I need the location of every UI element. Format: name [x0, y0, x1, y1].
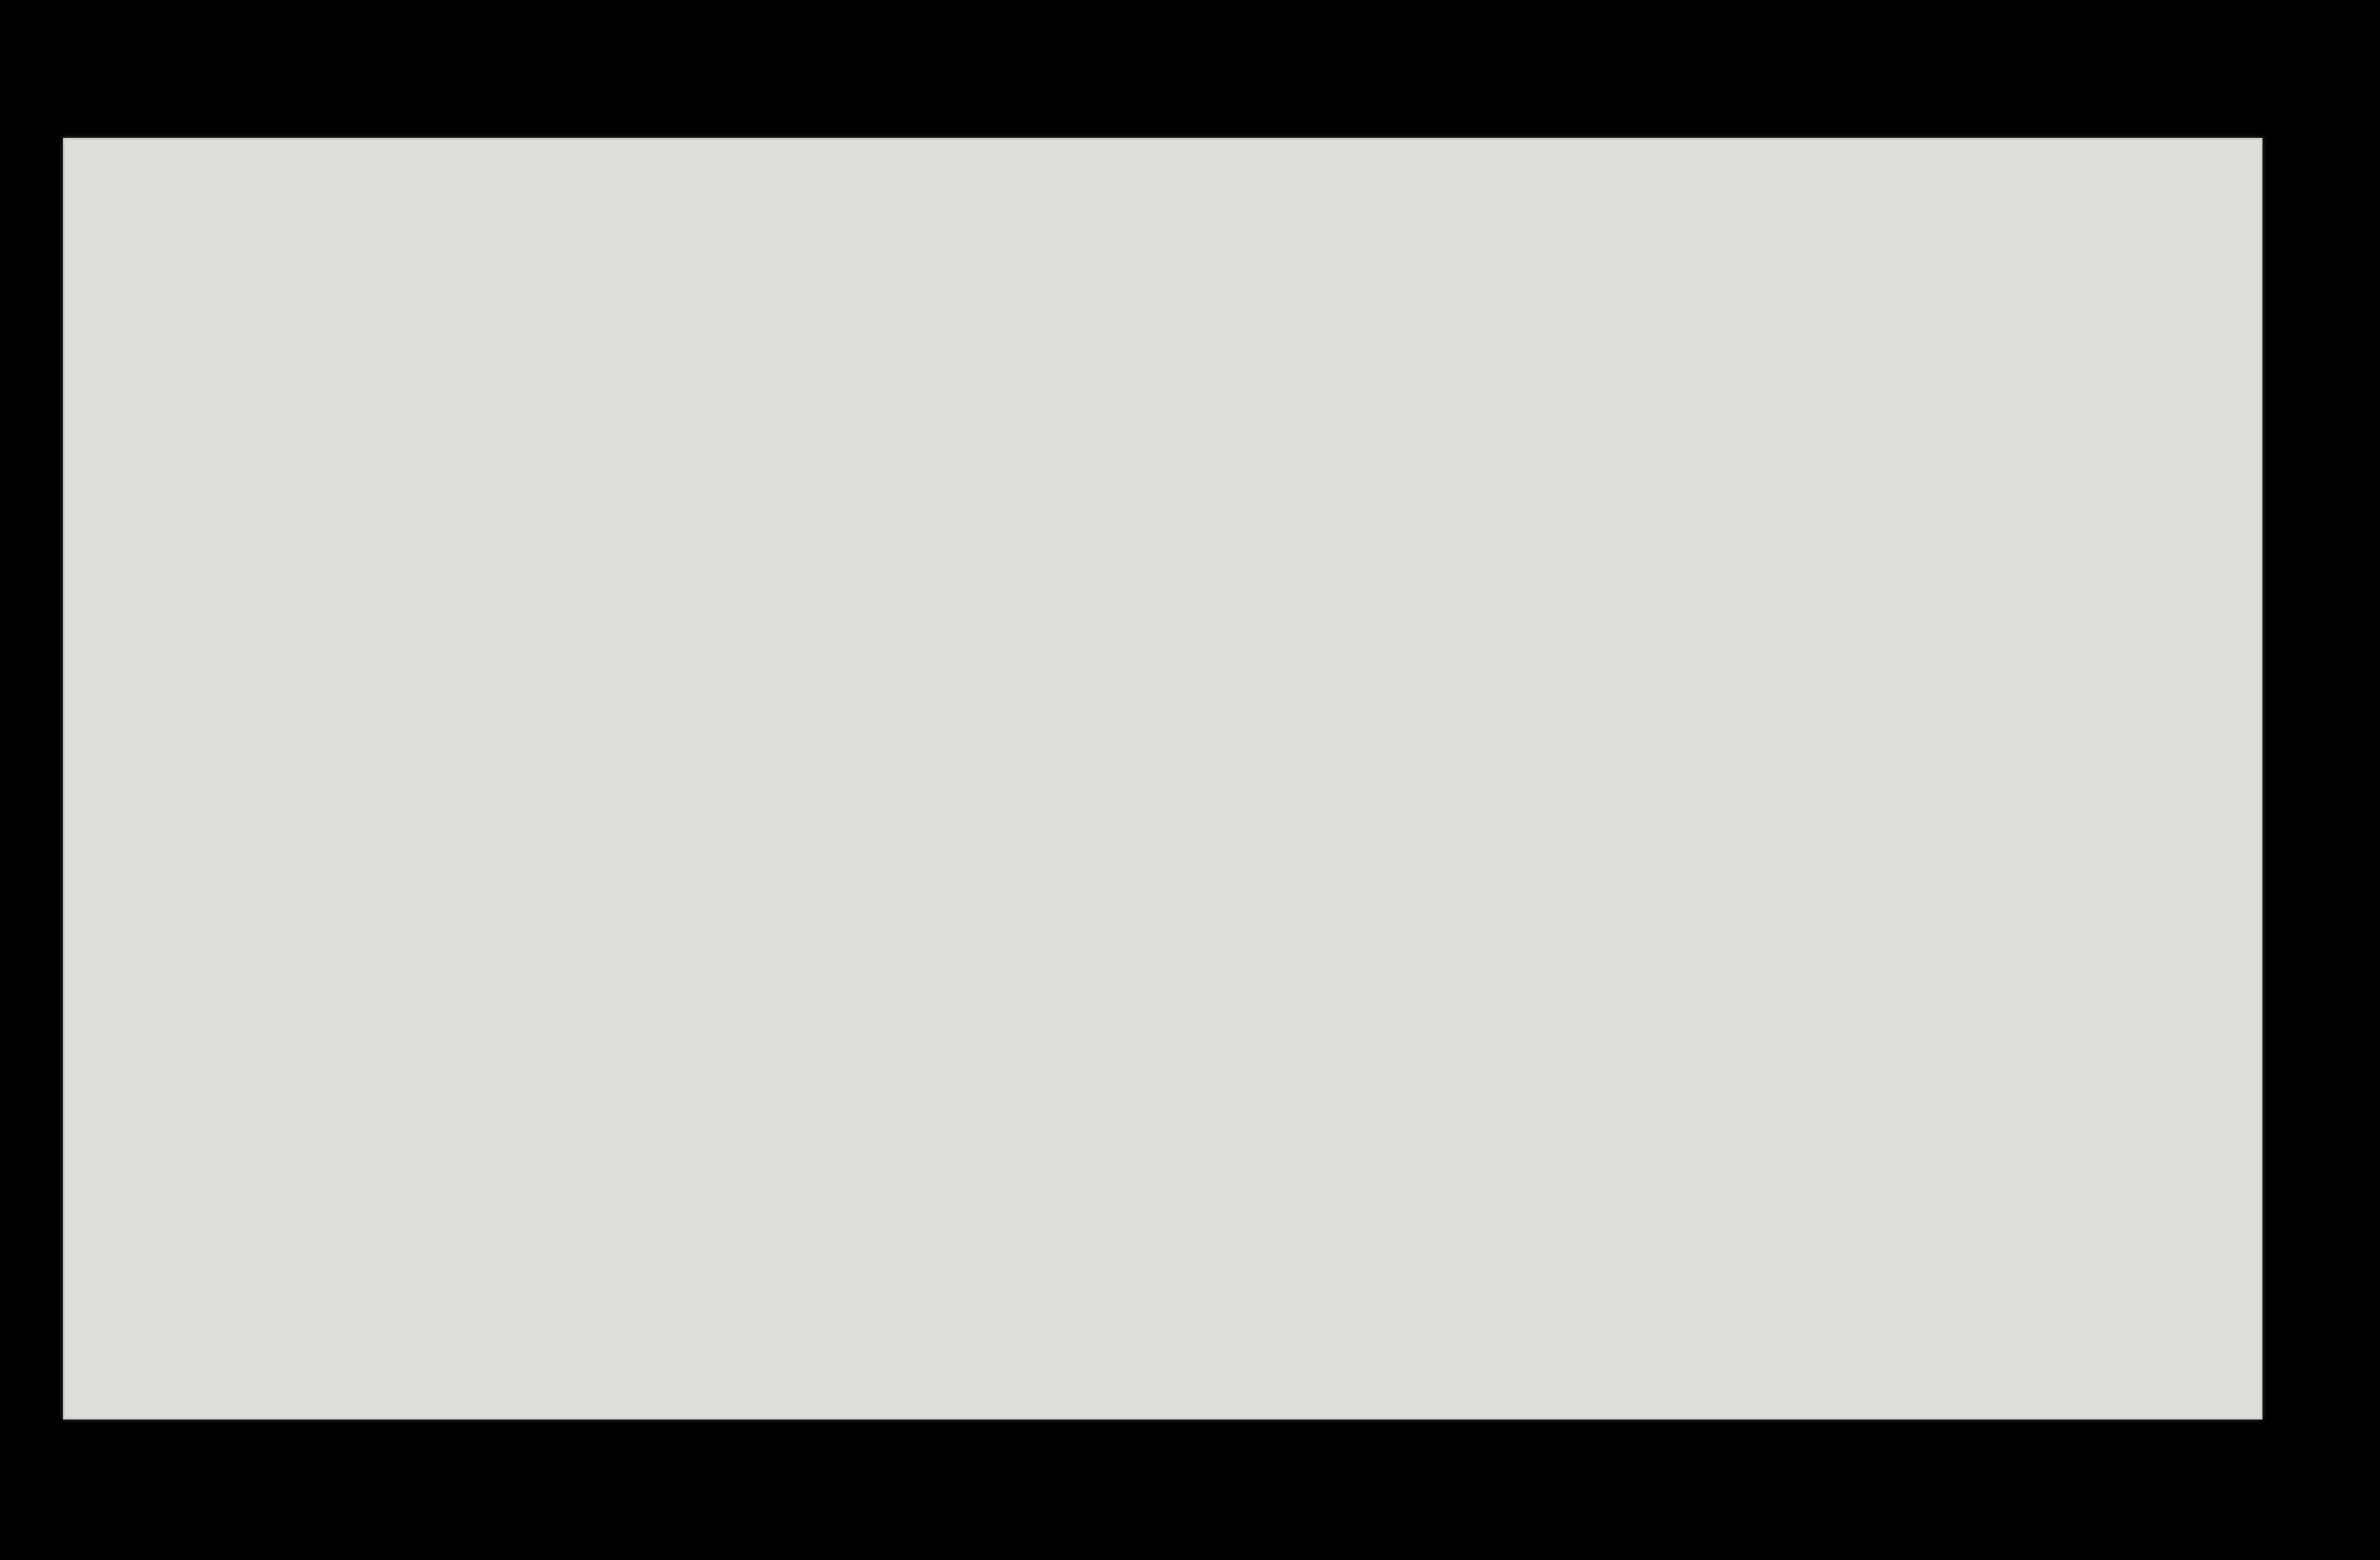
census-form-sheet — [63, 138, 2262, 1419]
